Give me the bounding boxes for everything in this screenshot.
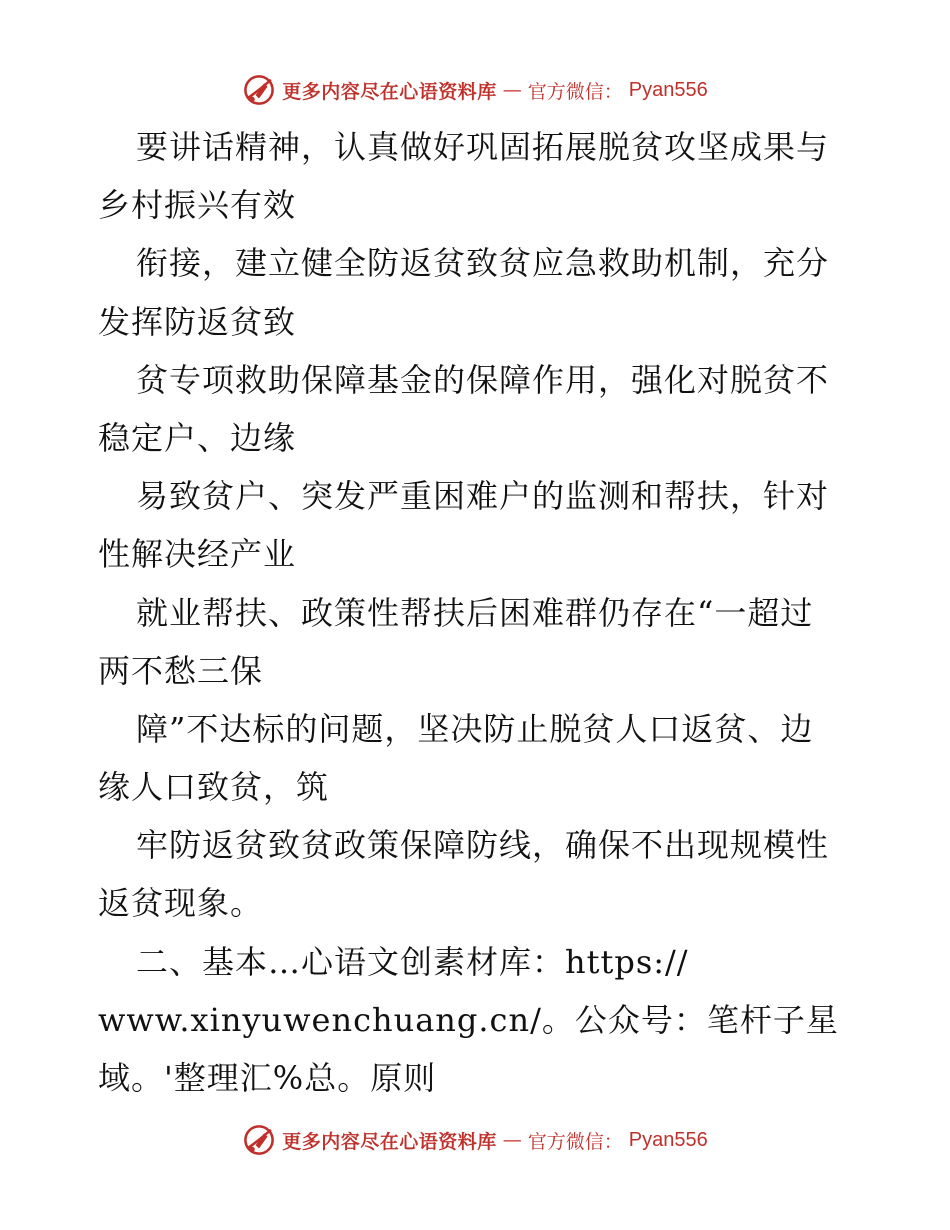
text-line: 性解决经产业	[98, 535, 297, 574]
text-line: 障”不达标的问题，坚决防止脱贫人口返贫、边	[136, 709, 814, 748]
text-line: 乡村振兴有效	[98, 186, 297, 225]
document-body	[98, 118, 858, 1107]
text-line: 牢防返贫致贫政策保障防线，确保不出现规模性	[136, 826, 830, 865]
header-wechat-label: 官方微信：	[527, 80, 623, 103]
text-line: 就业帮扶、政策性帮扶后困难群仍存在“一超过	[136, 593, 814, 632]
pen-nib-logo-icon	[242, 1123, 276, 1157]
header-banner	[0, 70, 950, 110]
text-line: 缘人口致贫，筑	[98, 768, 330, 807]
text-line: 返贫现象。	[98, 884, 264, 923]
text-line: 要讲话精神，认真做好巩固拓展脱贫攻坚成果与	[136, 128, 830, 166]
footer-banner	[0, 1120, 950, 1160]
header-site-text: 更多内容尽在心语资料库	[282, 80, 497, 103]
text-line: 贫专项救助保障基金的保障作用，强化对脱贫不	[136, 360, 830, 399]
text-line: 稳定户、边缘	[98, 418, 297, 457]
footer-site-text: 更多内容尽在心语资料库	[282, 1130, 497, 1153]
footer-separator: —	[502, 1129, 522, 1151]
footer-wechat-label: 官方微信：	[527, 1130, 623, 1153]
text-line: www.xinyuwenchuang.cn/。公众号：笔杆子星	[98, 1000, 839, 1039]
text-line: 衔接，建立健全防返贫致贫应急救助机制，充分	[136, 244, 830, 283]
header-separator: —	[502, 79, 522, 101]
text-line: 域。'整理汇%总。原则	[98, 1059, 437, 1097]
text-line: 两不愁三保	[98, 651, 264, 690]
text-line: 二、基本…心语文创素材库：https://	[136, 942, 689, 981]
text-line: 易致贫户、突发严重困难户的监测和帮扶，针对	[136, 477, 830, 516]
footer-wechat-id: Pyan556	[628, 1128, 708, 1151]
pen-nib-logo-icon	[242, 73, 276, 107]
text-line: 发挥防返贫致	[98, 302, 297, 341]
header-wechat-id: Pyan556	[628, 78, 708, 101]
